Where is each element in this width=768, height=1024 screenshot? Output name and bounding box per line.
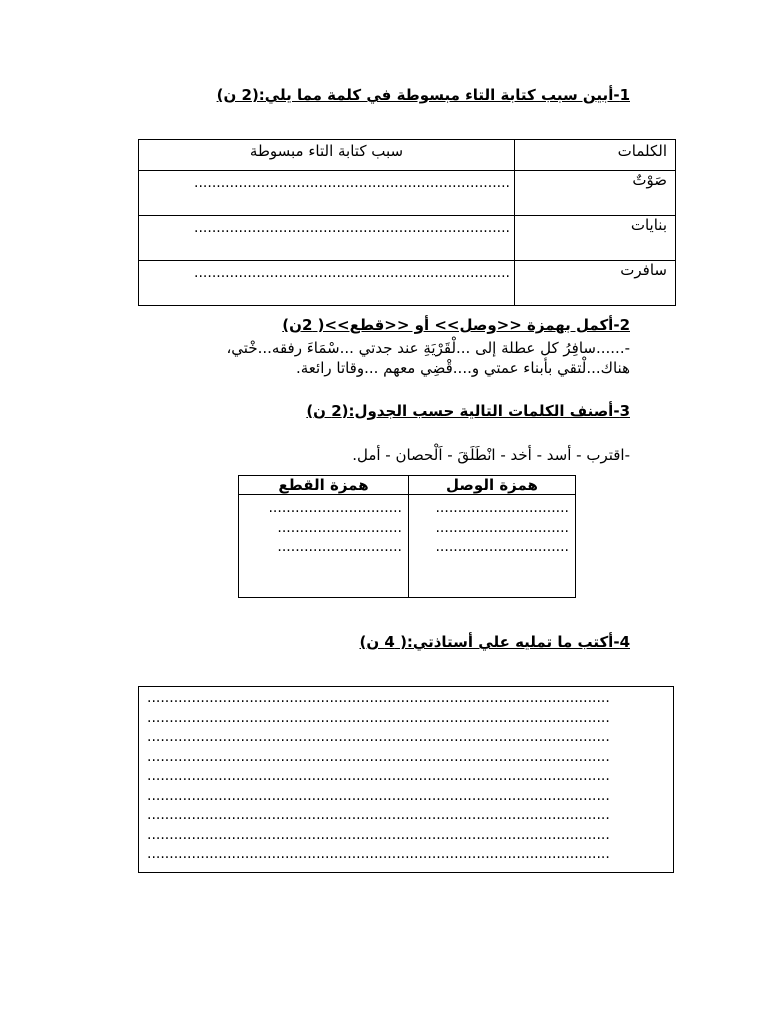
- q4-dictation-box[interactable]: [138, 686, 674, 873]
- q1-col-reason: سبب كتابة التاء مبسوطة: [139, 140, 515, 171]
- dictation-line: ........................................................................................................: [147, 846, 610, 862]
- dictation-line: ........................................................................................................: [147, 729, 610, 745]
- q3-qat-answer[interactable]: .............................. ............................ ............................: [239, 495, 409, 598]
- q1-answer-field[interactable]: .......................................................................: [139, 216, 515, 261]
- q1-heading: 1-أبين سبب كتابة التاء مبسوطة في كلمة مما يلي:(2 ن): [216, 86, 630, 104]
- dictation-line: ........................................................................................................: [147, 709, 610, 726]
- q2-line-1: -......سافِرُ كل عطلة إلى ...لْقَرْيَةِ عند جدتي ...سْمَاءَ رفقه...خْتي،: [226, 339, 630, 357]
- q1-word: بنايات: [515, 216, 676, 261]
- q1-table: [138, 139, 676, 306]
- dictation-line: ........................................................................................................: [147, 690, 610, 706]
- q3-wasl-answer[interactable]: .............................. .............................. ..............................: [409, 495, 576, 598]
- q3-word-list: -اقترب - أسد - أخد - انْطَلَقَ - اَلْحصان - أمل.: [352, 446, 630, 464]
- dictation-line: ........................................................................................................: [147, 787, 610, 804]
- dictation-line: ........................................................................................................: [147, 807, 610, 823]
- q3-heading: 3-أصنف الكلمات التالية حسب الجدول:(2 ن): [306, 402, 630, 420]
- q3-col-qat: همزة القطع: [239, 476, 409, 495]
- q2-text: [130, 338, 630, 378]
- q1-word: صَوْتٌ: [515, 171, 676, 216]
- q4-heading: 4-أكتب ما تمليه علي أستاذتي:( 4 ن): [359, 633, 630, 651]
- dictation-line: ........................................................................................................: [147, 826, 610, 843]
- q1-col-words: الكلمات: [515, 140, 676, 171]
- table-row: [139, 171, 676, 216]
- q2-line-2: هناك...لْتقي بأبناء عمتي و....قْضِي معهم ...وقاتا رائعة.: [295, 359, 630, 377]
- q2-heading: 2-أكمل بهمزة <<وصل>> أو <<قطع>>( 2ن): [282, 316, 630, 334]
- q1-answer-field[interactable]: .......................................................................: [139, 171, 515, 216]
- table-row: [139, 261, 676, 306]
- q1-answer-field[interactable]: .......................................................................: [139, 261, 515, 306]
- q1-word: سافرت: [515, 261, 676, 306]
- table-row: [139, 216, 676, 261]
- dictation-line: ........................................................................................................: [147, 768, 610, 784]
- dictation-line: ........................................................................................................: [147, 748, 610, 765]
- q3-table: [238, 475, 576, 598]
- q3-col-wasl: همزة الوصل: [409, 476, 576, 495]
